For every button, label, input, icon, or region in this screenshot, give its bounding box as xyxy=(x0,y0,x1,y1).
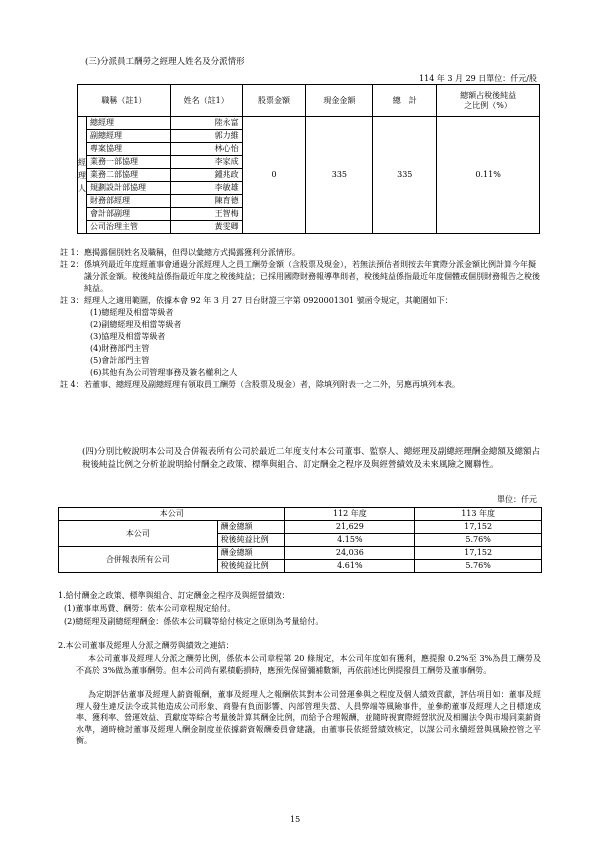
header-ratio xyxy=(437,85,540,117)
table1-header-row xyxy=(78,85,540,117)
note-text: 係填列最近年度經董事會通過分派經理人之員工酬勞金額（含股票及現金），若無法預估者則按去年實際分派金額比例計算今年擬議分派金額。稅後純益係指最近年度之稅後純益；已採用國際財務報導準則者，稅後純益係指最近年度個體或個別財務報告之稅後純益。 xyxy=(84,260,540,293)
list-item: (1)總經理及相當等級者 xyxy=(90,308,174,317)
stock-amount: 0 xyxy=(242,117,306,234)
row-title: 公司治理主管 xyxy=(87,221,171,234)
entity-label: 合併報表所有公司 xyxy=(59,547,218,573)
table-row xyxy=(59,547,542,560)
row-name: 陸永富 xyxy=(170,117,242,130)
note-text: 應揭露個別姓名及職稱，但得以彙總方式揭露獲利分派情形。 xyxy=(84,248,300,257)
note-text: 經理人之適用範圍，依據本會 92 年 3 月 27 日台財證三字第 0920001301 號函令規定，其範圍如下： xyxy=(84,296,453,305)
row-name: 陳育德 xyxy=(170,195,242,208)
row-name: 黃雯卿 xyxy=(170,221,242,234)
row-title: 業務二部協理 xyxy=(87,169,171,182)
value-113: 17,152 xyxy=(415,547,542,560)
side-char: 理 xyxy=(78,170,86,180)
total-amount: 335 xyxy=(373,117,437,234)
note-label: 註 4： xyxy=(60,380,84,389)
table2-header-row xyxy=(59,508,542,521)
header-title: 職稱（註1） xyxy=(78,85,171,117)
entity-label: 本公司 xyxy=(59,521,218,547)
header-entity: 本公司 xyxy=(59,508,285,521)
note-label: 註 3： xyxy=(60,296,84,305)
row-name: 王智梅 xyxy=(170,208,242,221)
policy1-item-2: (2)總經理及副總經理酬金：係依本公司職等給付核定之原則為考量給付。 xyxy=(64,617,324,626)
item-label: 稅後純益比例 xyxy=(217,560,285,573)
policy2-paragraph-1: 本公司董事及經理人分派之酬勞比例，係依本公司章程第 20 條規定，本公司年度如有獲利，應提撥 0.2%至 3%為員工酬勞及不高於 3%做為董事酬勞。但本公司尚有累積虧損時，應預先保留彌補數額，再依前述比例提撥員工酬勞及董事酬勞。 xyxy=(76,654,541,675)
manager-compensation-table xyxy=(77,84,540,234)
table1-date-unit: 114 年 3 月 29 日單位：仟元/股 xyxy=(419,74,537,83)
manager-side-label xyxy=(78,117,87,234)
cash-amount: 335 xyxy=(306,117,373,234)
ratio-value: 0.11% xyxy=(437,117,540,234)
note-2 xyxy=(60,259,540,295)
notes-block xyxy=(60,247,540,391)
side-char: 人 xyxy=(78,183,86,193)
policy2-title: 2.本公司董事及經理人分派之酬勞與績效之連結： xyxy=(58,641,234,650)
policy2-paragraph-2: 為定期評估董事及經理人薪資報酬，董事及經理人之報酬依其對本公司營運參與之程度及個人績效貢獻，評估項目如：董事及經理人發生違反法令或其他造成公司形象、商譽有負面影響、內部管理失當、人員弊端等風險事件，並參酌董事及經理人之目標達成率、獲利率、營運效益、貢獻度等綜合考量後計算其酬金比例，而給予合理報酬，並隨時視實際經營狀況及相關法令與市場同業薪資水準，適時檢討董事及經理人酬金制度並依據薪資報酬委員會建議，由董事長依經營績效核定，以謀公司永續經營與風險控管之平衡。 xyxy=(76,690,541,745)
value-112: 24,036 xyxy=(285,547,415,560)
value-113: 17,152 xyxy=(415,521,542,534)
section4-text: (四)分別比較說明本公司及合併報表所有公司於最近二年度支付本公司董事、監察人、總經理及副總經理酬金總額及總額占稅後純益比例之分析並說明給付酬金之政策、標準與組合、訂定酬金之程序及與經營績效及未來風險之關聯性。 xyxy=(82,447,540,471)
row-title: 總經理 xyxy=(87,117,171,130)
list-item: (4)財務部門主管 xyxy=(90,344,150,353)
value-112: 4.61% xyxy=(285,560,415,573)
header-ratio-line2: 之比例（%） xyxy=(464,100,512,110)
note3-list xyxy=(84,307,540,379)
row-title: 規劃設計部協理 xyxy=(87,182,171,195)
value-113: 5.76% xyxy=(415,534,542,547)
director-compensation-table xyxy=(58,507,542,573)
table-row xyxy=(59,521,542,534)
header-year-112: 112 年度 xyxy=(285,508,415,521)
row-title: 副總經理 xyxy=(87,130,171,143)
row-title: 財務部經理 xyxy=(87,195,171,208)
row-name: 李家成 xyxy=(170,156,242,169)
item-label: 酬金總額 xyxy=(217,547,285,560)
list-item: (5)會計部門主管 xyxy=(90,356,150,365)
header-name: 姓名（註1） xyxy=(170,85,242,117)
header-total: 總 計 xyxy=(373,85,437,117)
list-item: (2)副總經理及相當等級者 xyxy=(90,320,182,329)
row-title: 會計部副理 xyxy=(87,208,171,221)
table2-unit: 單位：仟元 xyxy=(497,495,537,504)
row-name: 郭力維 xyxy=(170,130,242,143)
policy1-item-1: (1)董事車馬費、酬勞：依本公司章程規定給付。 xyxy=(64,604,236,613)
side-char: 經 xyxy=(78,157,86,167)
row-name: 林心怡 xyxy=(170,143,242,156)
value-113: 5.76% xyxy=(415,560,542,573)
row-title: 業務一部協理 xyxy=(87,156,171,169)
header-year-113: 113 年度 xyxy=(415,508,542,521)
value-112: 21,629 xyxy=(285,521,415,534)
list-item: (3)協理及相當等級者 xyxy=(90,332,166,341)
value-112: 4.15% xyxy=(285,534,415,547)
list-item: (6)其他有為公司管理事務及簽名權利之人 xyxy=(90,368,238,377)
row-title: 專案協理 xyxy=(87,143,171,156)
page-number: 15 xyxy=(290,815,301,824)
section3-title: (三)分派員工酬勞之經理人姓名及分派情形 xyxy=(85,57,245,67)
header-ratio-line1: 總額占稅後純益 xyxy=(460,90,517,100)
header-stock: 股票金額 xyxy=(242,85,306,117)
note-4 xyxy=(60,379,540,391)
note-3 xyxy=(60,295,540,307)
note-1 xyxy=(60,247,540,259)
row-name: 鍾兆政 xyxy=(170,169,242,182)
item-label: 稅後純益比例 xyxy=(217,534,285,547)
row-name: 李敏雄 xyxy=(170,182,242,195)
item-label: 酬金總額 xyxy=(217,521,285,534)
note-label: 註 1： xyxy=(60,248,84,257)
note-text: 若董事、總經理及副總經理有領取員工酬勞（含股票及現金）者，除填列附表一之二外，另應再填列本表。 xyxy=(84,380,460,389)
table-row xyxy=(78,117,540,130)
note-label: 註 2： xyxy=(60,260,84,269)
policy1-title: 1.給付酬金之政策、標準與組合、訂定酬金之程序及與經營績效： xyxy=(58,591,290,600)
header-cash: 現金金額 xyxy=(306,85,373,117)
